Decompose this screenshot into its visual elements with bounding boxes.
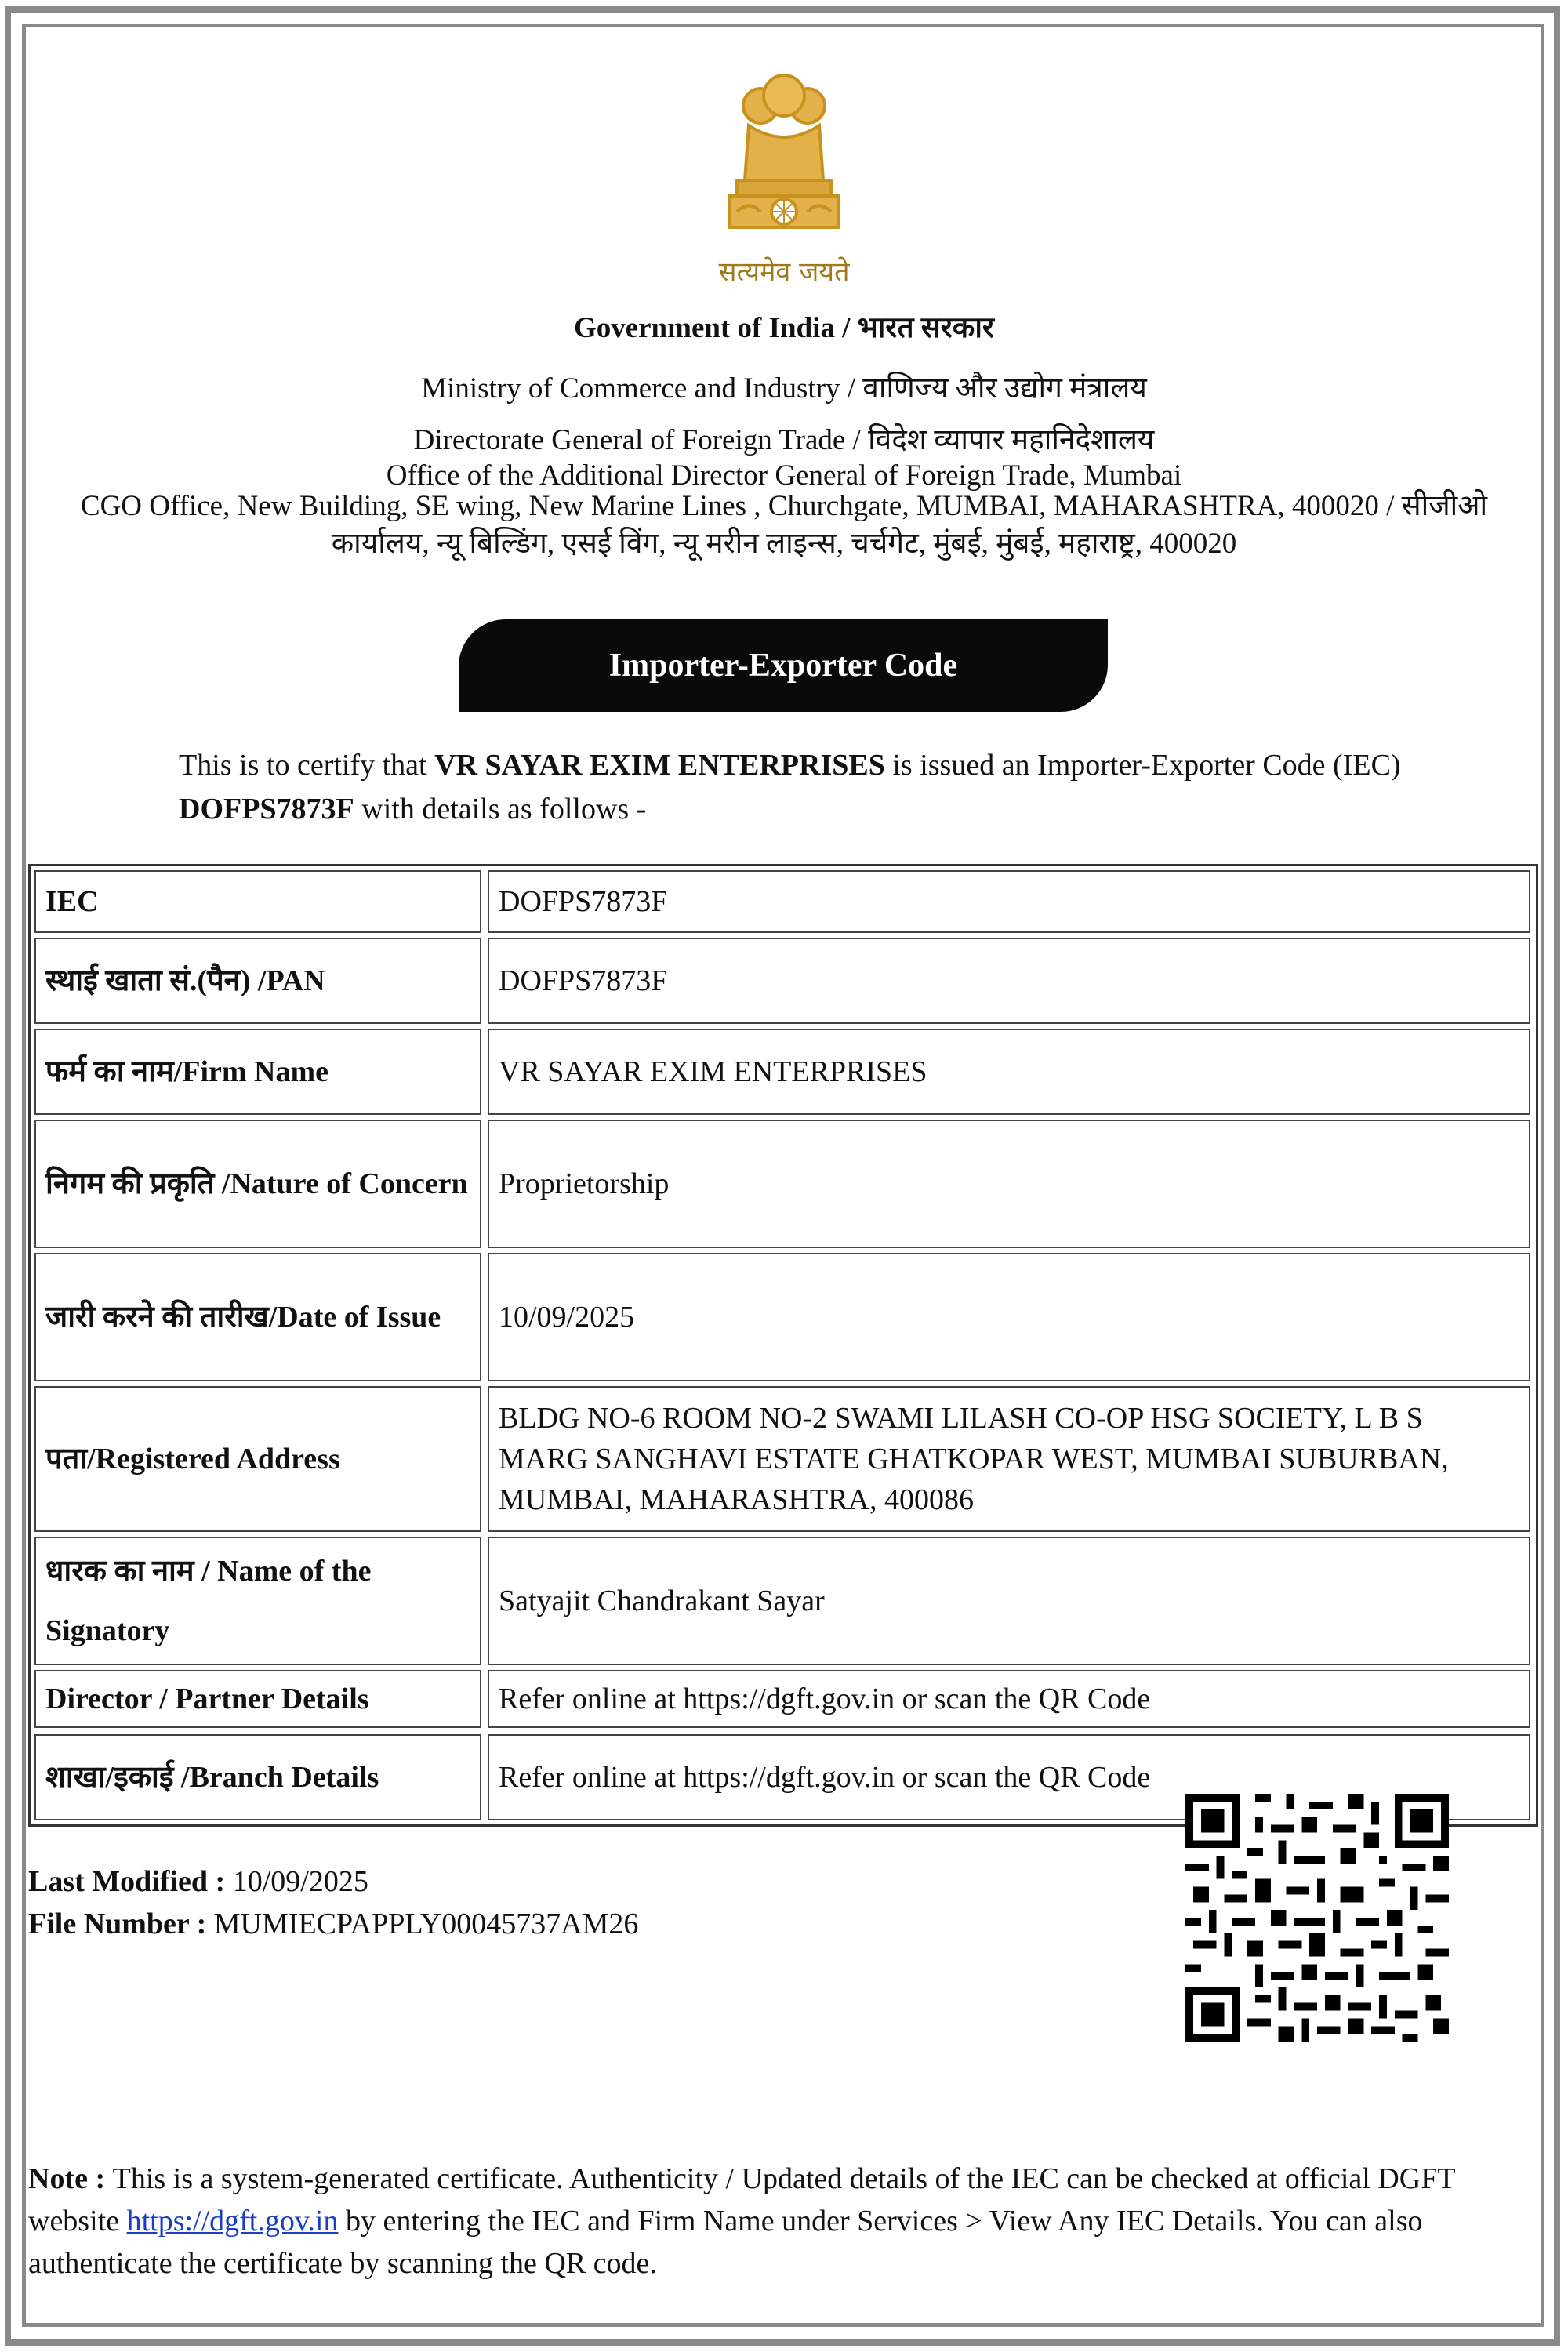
row-iec-value: DOFPS7873F	[488, 870, 1530, 933]
row-nature-label: निगम की प्रकृति /Nature of Concern	[34, 1120, 481, 1248]
row-address-label: पता/Registered Address	[34, 1386, 481, 1532]
file-number	[28, 1907, 638, 1941]
row-date-value: 10/09/2025	[488, 1253, 1530, 1381]
file-number-value: MUMIECPAPPLY00045737AM26	[213, 1907, 639, 1940]
cert-suffix: with details as follows -	[354, 793, 647, 826]
row-date-label: जारी करने की तारीख/Date of Issue	[34, 1253, 481, 1381]
last-modified-label: Last Modified :	[28, 1865, 233, 1898]
ministry-title: Ministry of Commerce and Industry / वाणिज्य और उद्योग मंत्रालय	[421, 372, 1147, 405]
row-director-label: Director / Partner Details	[34, 1670, 481, 1728]
qr-code-icon[interactable]	[1184, 1794, 1450, 2042]
file-number-label: File Number :	[28, 1907, 214, 1940]
state-emblem-icon	[706, 63, 862, 251]
dgft-website-link[interactable]: https://dgft.gov.in	[126, 2205, 339, 2238]
cert-middle: is issued an Importer-Exporter Code (IEC)	[884, 749, 1401, 782]
row-branch-value: Refer online at https://dgft.gov.in or scan the QR Code	[488, 1734, 1530, 1820]
row-signatory-value: Satyajit Chandrakant Sayar	[488, 1537, 1530, 1665]
note-paragraph	[28, 2158, 1526, 2285]
row-iec-label: IEC	[34, 870, 481, 933]
directorate-title: Directorate General of Foreign Trade / विदेश व्यापार महानिदेशालय	[413, 424, 1155, 456]
row-signatory-label: धारक का नाम / Name of the Signatory	[34, 1537, 481, 1665]
cert-prefix: This is to certify that	[179, 749, 435, 782]
office-address: CGO Office, New Building, SE wing, New Marine Lines , Churchgate, MUMBAI, MAHARASHTRA, 400020 / सीजीओ कार्यालय, न्यू बिल्डिंग, एसई विंग, न्यू मरीन लाइन्स, चर्चगेट, मुंबई, मुंबई, महाराष्ट्र, 400020	[80, 490, 1488, 560]
office-title: Office of the Additional Director General of Foreign Trade, Mumbai	[386, 459, 1182, 492]
note-label: Note :	[28, 2162, 113, 2195]
row-nature-value: Proprietorship	[488, 1120, 1530, 1248]
row-firm-value: VR SAYAR EXIM ENTERPRISES	[488, 1029, 1530, 1115]
certificate-banner: Importer-Exporter Code	[459, 619, 1108, 712]
last-modified	[28, 1864, 368, 1899]
emblem-motto: सत्यमेव जयते	[718, 256, 850, 288]
row-firm-label: फर्म का नाम/Firm Name	[34, 1029, 481, 1115]
row-pan-label: स्थाई खाता सं.(पैन) /PAN	[34, 938, 481, 1024]
row-branch-label: शाखा/इकाई /Branch Details	[34, 1734, 481, 1820]
cert-iec-code: DOFPS7873F	[179, 793, 354, 826]
last-modified-value: 10/09/2025	[232, 1865, 368, 1898]
note-text-2: by entering the IEC and Firm Name under Services > View Any IEC Details. You can also authenticate the certificate by scanning the QR code.	[28, 2205, 1423, 2280]
row-pan-value: DOFPS7873F	[488, 938, 1530, 1024]
government-title: Government of India / भारत सरकार	[573, 312, 995, 344]
certificate-statement	[179, 743, 1402, 831]
row-address-value: BLDG NO-6 ROOM NO-2 SWAMI LILASH CO-OP HSG SOCIETY, L B S MARG SANGHAVI ESTATE GHATKOPAR WEST, MUMBAI SUBURBAN, MUMBAI, MAHARASHTRA, 400086	[488, 1386, 1530, 1532]
note-text-1: This is a system-generated certificate. Authenticity / Updated details of the IEC can be checked at official DGFT website	[28, 2162, 1455, 2238]
cert-firm-name: VR SAYAR EXIM ENTERPRISES	[434, 749, 885, 782]
row-director-value: Refer online at https://dgft.gov.in or scan the QR Code	[488, 1670, 1530, 1728]
